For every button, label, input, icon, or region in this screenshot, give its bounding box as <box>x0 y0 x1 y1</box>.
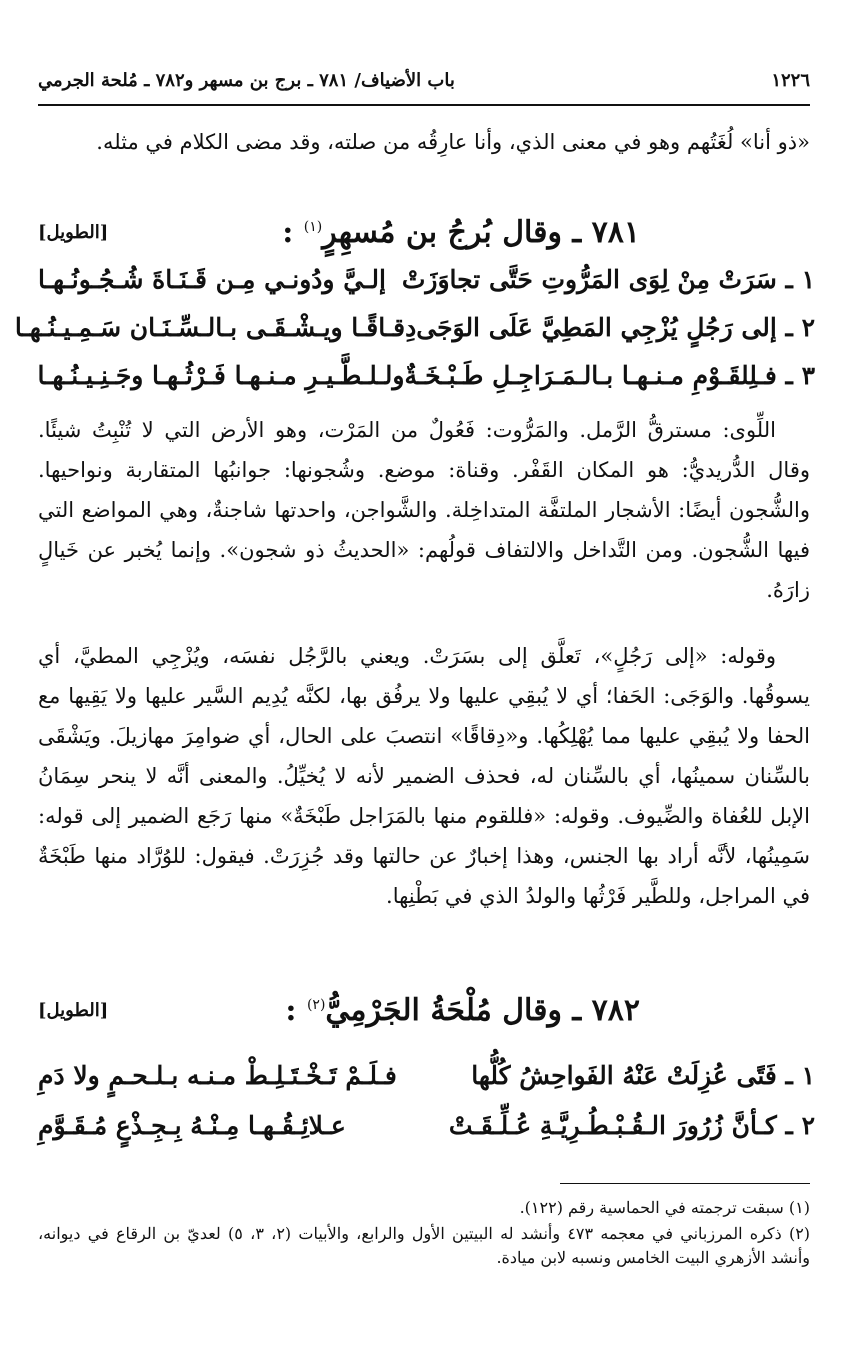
verse-second-hemistich: عـلائِـقُـهـا مِـنْـهُ بِـجِـذْعٍ مُـقَـوَّمِ <box>38 1110 346 1140</box>
poem-781-title: ٧٨١ ـ وقال بُرجُ بن مُسهِرٍ$^{(١)}$ : <box>282 214 640 250</box>
commentary-781-paragraph-1: اللِّوى: مسترقُّ الرَّمل. والمَرُّوت: فَعُولٌ من المَرْت، وهو الأرض التي لا تُنْبِتُ شيئًا. وقال الدُّريديُّ: هو المكان القَفْر. وقناة: موضع. وشُجونها: جوانبُها المتقاربة ونواحيها. والشُّجون أيضًا: الأشجار الملتفَّة المتداخِلة. والشَّواجن، واحدتها شاجنةٌ، وهي المواضع التي فيها الشُّجون. ومن التَّداخل والالتفاف قولُهم: «الحديثُ ذو شجون». وإنما يُخبر عن خَيالٍ زارَهُ. <box>38 418 810 602</box>
poem-781-verse-2 <box>14 304 815 350</box>
verse-second-hemistich: ولـلـطَّـيـرِ مـنـهـا فَـرْثُـهـا وجَـنِـيـنُـهـا <box>37 360 405 390</box>
running-title: باب الأضياف/ ٧٨١ ـ برج بن مسهر و٧٨٢ ـ مُلحة الجرمي <box>38 69 455 91</box>
verse-second-hemistich: إلـيَّ ودُونـي مِـن قَـنَـاةَ شُـجُـونُـهـا <box>38 264 386 294</box>
verse-first-hemistich: ١ ـ سَرَتْ مِنْ لِوَى المَرُّوتِ حَتَّى تجاوَزَتْ <box>401 264 815 294</box>
footnote-2: (٢) ذكره المرزباني في معجمه ٤٧٣ وأنشد له البيتين الأول والرابع، والأبيات (٢، ٣، ٥) لعديّ بن الرقاع في ديوانه، وأنشد الأزهري البيت الخامس ونسبه لابن ميادة. <box>38 1224 811 1267</box>
header-divider <box>38 104 810 106</box>
poem-781-verse-3 <box>38 352 815 398</box>
poem-782-verse-2 <box>38 1102 815 1148</box>
verse-second-hemistich: فـلَـمْ تَـخْـتَـلِـطْ مـنـه بـلـحـمٍ ولا دَمِ <box>38 1060 397 1090</box>
poem-781-meter: [الطويل] <box>38 221 109 243</box>
poem-781-verse-1 <box>38 256 815 302</box>
footnote-ref-2[interactable]: (٢) <box>306 996 326 1013</box>
verse-first-hemistich: ٢ ـ كـأنَّ زُرُورَ الـقُـبْـطُـرِيَّـةِ عُـلِّـقَـتْ <box>448 1110 815 1140</box>
poem-782-heading <box>38 988 810 1032</box>
poem-781-heading <box>38 210 810 254</box>
commentary-781-paragraph-2: وقوله: «إلى رَجُلٍ»، تَعلَّق إلى بسَرَتْ. ويعني بالرَّجُل نفسَه، ويُزْجِي المطيَّ، أي يسوقُها. والوَجَى: الحَفا؛ أي لا يُبقِي عليها ولا يرفُق بها، لكنَّه يُدِيم السَّير عليها ولا يَقِيها مع الحفا ولا يُبقِي عليها مما يُهْلِكُها. و«دِقاقًا» انتصبَ على الحال، أي ضوامِرَ مهازيلَ. ويَشْقَى بالسِّنان سمينُها، أي بالسِّنان له، فحذف الضمير لأنه لا يُخيِّلُ. والمعنى أنَّه لا ينحر سِمَانُ الإبل للعُفاة والضِّيوف. وقوله: «فللقوم منها بالمَرَاجل طَبْخَةٌ» منها رَجَع الضمير إلى قوله: سَمِينُها، لأنَّه أراد بها الجنس، وهذا إخبارٌ عن حالتها وقد جُزِرَتْ. فيقول: للوُرَّاد منها طَبْخَةٌ في المراجل، وللطَّير فَرْثُها والولدُ الذي في بَطْنِها. <box>38 644 810 908</box>
poem-782-meter: [الطويل] <box>38 999 109 1021</box>
page-header <box>38 64 810 96</box>
poem-782-verse-1 <box>38 1052 815 1098</box>
verse-first-hemistich: ١ ـ فَتًى عُزِلَتْ عَنْهُ الفَواحِشُ كُلُّها <box>471 1060 815 1090</box>
verse-second-hemistich: دِقـاقًـا ويـشْـقَـى بـالـسِّـنَـان سَـمِـيـنُـهـا <box>14 312 417 342</box>
intro-paragraph: «ذو أنا» لُغَتُهم وهو في معنى الذي، وأنا عارِقُه من صلته، وقد مضى الكلام في مثله. <box>96 130 810 154</box>
verse-first-hemistich: ٢ ـ إلى رَجُلٍ يُزْجِي المَطِيَّ عَلَى الوَجَى <box>416 312 815 342</box>
footnote-divider <box>560 1183 810 1184</box>
poem-782-title: ٧٨٢ ـ وقال مُلْحَةُ الجَرْمِيُّ$^{(٢)}$ : <box>285 992 640 1028</box>
verse-first-hemistich: ٣ ـ فـلِلقَـوْمِ مـنـهـا بـالـمَـرَاجِـلِ طَـبْـخَـةٌ <box>404 360 815 390</box>
footnote-ref-1[interactable]: (١) <box>303 218 323 235</box>
page-number: ١٢٢٦ <box>771 69 810 91</box>
footnote-1: (١) سبقت ترجمته في الحماسية رقم (١٢٢). <box>519 1198 810 1217</box>
